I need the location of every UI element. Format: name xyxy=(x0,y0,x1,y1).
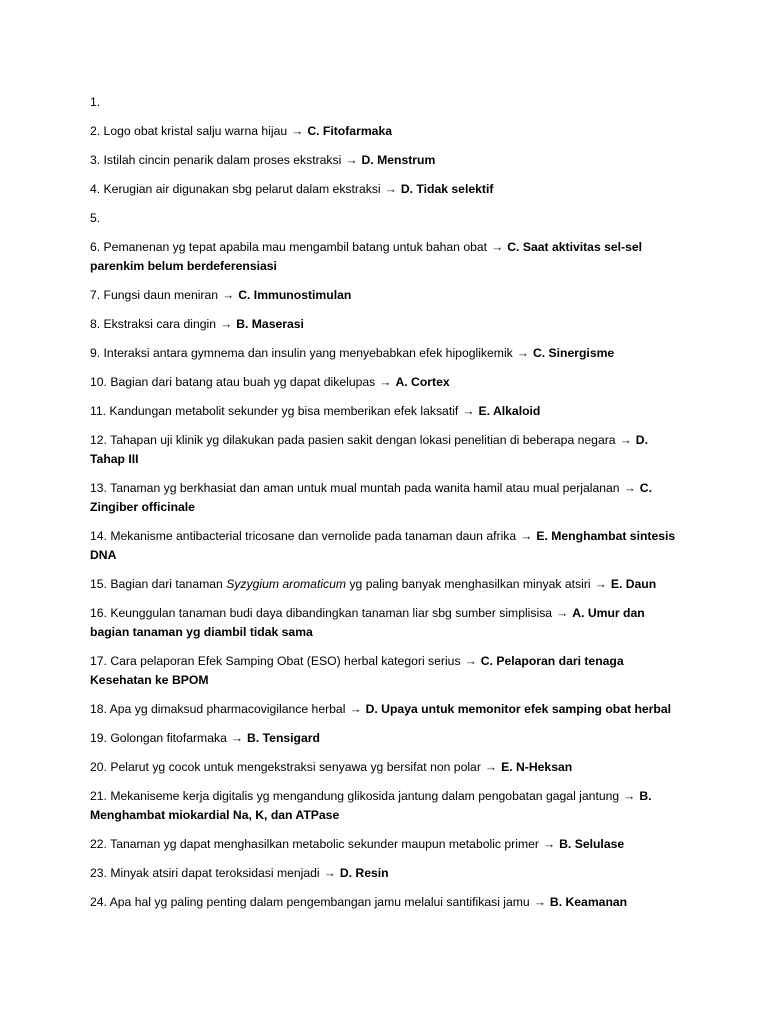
question-text: 22. Tanaman yg dapat menghasilkan metabolic sekunder maupun metabolic primer xyxy=(90,837,539,851)
arrow-icon: → xyxy=(384,182,397,196)
arrow-icon: → xyxy=(520,529,533,543)
answer-text: E. Daun xyxy=(610,577,657,591)
question-text: 24. Apa hal yg paling penting dalam pengembangan jamu melalui santifikasi jamu xyxy=(90,895,530,909)
list-item xyxy=(90,729,678,748)
question-text: 5. xyxy=(90,211,101,225)
answer-text: B. Menghambat miokardial Na, K, dan ATPase xyxy=(90,789,652,822)
question-species-name: Syzygium aromaticum xyxy=(226,577,347,591)
list-item xyxy=(90,151,678,170)
list-item xyxy=(90,122,678,141)
answer-text: D. Resin xyxy=(339,866,389,880)
arrow-icon: → xyxy=(379,375,392,389)
arrow-icon: → xyxy=(464,654,477,668)
question-text: 3. Istilah cincin penarik dalam proses ekstraksi xyxy=(90,153,342,167)
answer-text: B. Selulase xyxy=(559,837,625,851)
answer-text: E. Alkaloid xyxy=(478,404,541,418)
question-text: yg paling banyak menghasilkan minyak atsiri xyxy=(346,577,591,591)
arrow-icon: → xyxy=(291,124,304,138)
question-text: 18. Apa yg dimaksud pharmacovigilance herbal xyxy=(90,702,346,716)
list-item xyxy=(90,604,678,642)
arrow-icon: → xyxy=(222,288,235,302)
arrow-icon: → xyxy=(542,837,556,851)
list-item xyxy=(90,893,678,912)
answer-text: C. Saat aktivitas sel-sel parenkim belum berdeferensiasi xyxy=(90,240,643,273)
question-text: 4. Kerugian air digunakan sbg pelarut dalam ekstraksi xyxy=(90,182,381,196)
answer-text: C. Fitofarmaka xyxy=(307,124,393,138)
arrow-icon: → xyxy=(349,702,362,716)
list-item xyxy=(90,527,678,565)
answer-text: D. Tahap III xyxy=(90,433,648,466)
list-item xyxy=(90,758,678,777)
question-text: 11. Kandungan metabolit sekunder yg bisa memberikan efek laksatif xyxy=(90,404,459,418)
arrow-icon: → xyxy=(323,866,336,880)
question-answer-list xyxy=(90,93,678,912)
answer-text: B. Keamanan xyxy=(549,895,628,909)
question-text: 9. Interaksi antara gymnema dan insulin yang menyebabkan efek hipoglikemik xyxy=(90,346,513,360)
arrow-icon: → xyxy=(623,481,636,495)
arrow-icon: → xyxy=(533,895,546,909)
list-item xyxy=(90,787,678,825)
list-item xyxy=(90,652,678,690)
list-item xyxy=(90,373,678,392)
question-text: 7. Fungsi daun meniran xyxy=(90,288,219,302)
list-item xyxy=(90,93,678,112)
answer-text: D. Tidak selektif xyxy=(400,182,494,196)
arrow-icon: → xyxy=(619,433,632,447)
arrow-icon: → xyxy=(623,789,636,803)
list-item xyxy=(90,700,678,719)
answer-text: D. Upaya untuk memonitor efek samping obat herbal xyxy=(365,702,672,716)
question-text: 23. Minyak atsiri dapat teroksidasi menjadi xyxy=(90,866,320,880)
list-item xyxy=(90,286,678,305)
arrow-icon: → xyxy=(462,404,475,418)
list-item xyxy=(90,431,678,469)
question-text: 12. Tahapan uji klinik yg dilakukan pada pasien sakit dengan lokasi penelitian di beberapa negara xyxy=(90,433,616,447)
answer-text: B. Tensigard xyxy=(247,731,320,745)
question-text: 8. Ekstraksi cara dingin xyxy=(90,317,216,331)
arrow-icon: → xyxy=(345,153,358,167)
question-text: 1. xyxy=(90,95,101,109)
arrow-icon: → xyxy=(594,577,607,591)
answer-text: D. Menstrum xyxy=(361,153,436,167)
list-item xyxy=(90,238,678,276)
question-text: 6. Pemanenan yg tepat apabila mau mengambil batang untuk bahan obat xyxy=(90,240,488,254)
list-item xyxy=(90,479,678,517)
arrow-icon: → xyxy=(220,317,233,331)
answer-text: C. Sinergisme xyxy=(532,346,615,360)
arrow-icon: → xyxy=(230,731,244,745)
list-item xyxy=(90,864,678,883)
arrow-icon: → xyxy=(556,606,569,620)
answer-text: E. Menghambat sintesis DNA xyxy=(90,529,676,562)
list-item xyxy=(90,209,678,228)
question-text: 17. Cara pelaporan Efek Samping Obat (ESO) herbal kategori serius xyxy=(90,654,461,668)
arrow-icon: → xyxy=(516,346,529,360)
question-text: 21. Mekaniseme kerja digitalis yg mengandung glikosida jantung dalam pengobatan gagal jantung xyxy=(90,789,620,803)
list-item xyxy=(90,315,678,334)
question-text: 20. Pelarut yg cocok untuk mengekstraksi senyawa yg bersifat non polar xyxy=(90,760,481,774)
arrow-icon: → xyxy=(491,240,504,254)
list-item xyxy=(90,835,678,854)
list-item xyxy=(90,344,678,363)
answer-text: E. N-Heksan xyxy=(501,760,573,774)
list-item xyxy=(90,575,678,594)
question-text: 13. Tanaman yg berkhasiat dan aman untuk mual muntah pada wanita hamil atau mual perjalanan xyxy=(90,481,620,495)
question-text: 2. Logo obat kristal salju warna hijau xyxy=(90,124,288,138)
answer-text: C. Immunostimulan xyxy=(238,288,352,302)
question-text: 16. Keunggulan tanaman budi daya dibandingkan tanaman liar sbg sumber simplisisa xyxy=(90,606,553,620)
list-item xyxy=(90,180,678,199)
question-text: 10. Bagian dari batang atau buah yg dapat dikelupas xyxy=(90,375,376,389)
answer-text: C. Zingiber officinale xyxy=(90,481,652,514)
question-text: 19. Golongan fitofarmaka xyxy=(90,731,227,745)
answer-text: C. Pelaporan dari tenaga Kesehatan ke BPOM xyxy=(90,654,624,687)
question-text: 15. Bagian dari tanaman xyxy=(90,577,227,591)
answer-text: A. Umur dan bagian tanaman yg diambil tidak sama xyxy=(90,606,645,639)
question-text: 14. Mekanisme antibacterial tricosane dan vernolide pada tanaman daun afrika xyxy=(90,529,517,543)
list-item xyxy=(90,402,678,421)
arrow-icon: → xyxy=(484,760,498,774)
answer-text: A. Cortex xyxy=(395,375,450,389)
answer-text: B. Maserasi xyxy=(236,317,304,331)
